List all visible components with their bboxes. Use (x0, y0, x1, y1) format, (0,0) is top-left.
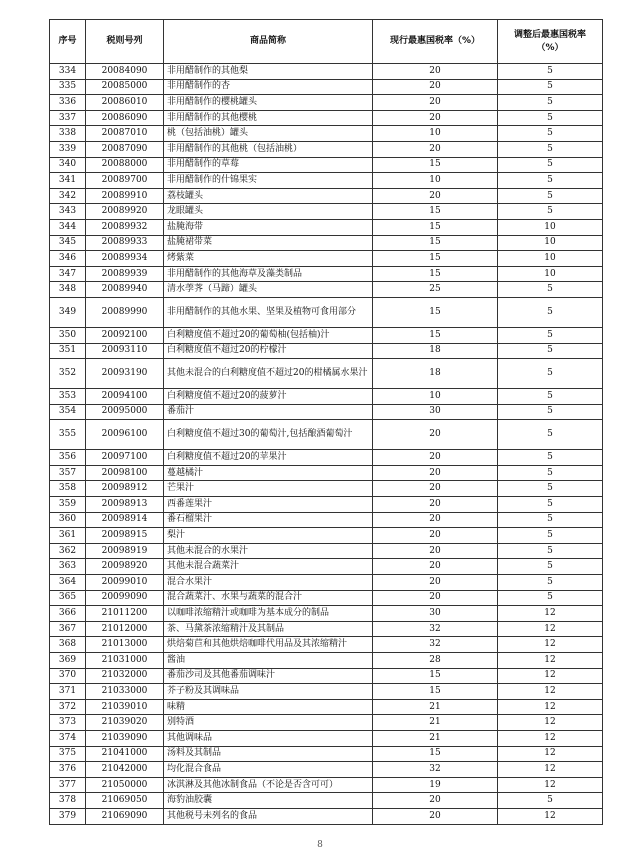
cell-name: 芒果汁 (164, 481, 373, 497)
cell-current-rate: 15 (373, 235, 498, 251)
table-row (50, 173, 603, 189)
cell-seq: 344 (50, 219, 86, 235)
cell-name: 荔枝罐头 (164, 188, 373, 204)
table-row (50, 730, 603, 746)
table-row (50, 762, 603, 778)
cell-name: 非用醋制作的其他樱桃 (164, 110, 373, 126)
table-row (50, 684, 603, 700)
cell-adjusted-rate: 5 (498, 590, 603, 606)
cell-name: 白利糖度值不超过20的苹果汁 (164, 450, 373, 466)
tariff-table (49, 19, 603, 825)
cell-seq: 342 (50, 188, 86, 204)
cell-current-rate: 20 (373, 450, 498, 466)
cell-code: 21069090 (86, 808, 164, 824)
cell-seq: 350 (50, 327, 86, 343)
table-row (50, 653, 603, 669)
cell-code: 20089940 (86, 282, 164, 298)
cell-name: 西番莲果汁 (164, 497, 373, 513)
cell-current-rate: 20 (373, 110, 498, 126)
cell-adjusted-rate: 5 (498, 512, 603, 528)
cell-seq: 353 (50, 389, 86, 405)
cell-adjusted-rate: 5 (498, 793, 603, 809)
cell-current-rate: 19 (373, 777, 498, 793)
cell-adjusted-rate: 10 (498, 251, 603, 267)
table-row (50, 266, 603, 282)
cell-adjusted-rate: 10 (498, 266, 603, 282)
table-row (50, 204, 603, 220)
cell-name: 盐腌海带 (164, 219, 373, 235)
cell-adjusted-rate: 12 (498, 699, 603, 715)
cell-name: 非用醋制作的杏 (164, 79, 373, 95)
cell-name: 梨汁 (164, 528, 373, 544)
cell-adjusted-rate: 5 (498, 157, 603, 173)
cell-name: 其他未混合的白利糖度值不超过20的柑橘属水果汁 (164, 359, 373, 389)
table-row (50, 188, 603, 204)
cell-name: 非用醋制作的其他海草及藻类制品 (164, 266, 373, 282)
cell-code: 21011200 (86, 606, 164, 622)
table-row (50, 79, 603, 95)
cell-current-rate: 15 (373, 327, 498, 343)
cell-current-rate: 15 (373, 684, 498, 700)
cell-seq: 371 (50, 684, 86, 700)
table-row (50, 497, 603, 513)
cell-name: 非用醋制作的其他桃（包括油桃） (164, 141, 373, 157)
cell-seq: 340 (50, 157, 86, 173)
cell-code: 20089932 (86, 219, 164, 235)
cell-current-rate: 15 (373, 251, 498, 267)
cell-code: 21050000 (86, 777, 164, 793)
cell-seq: 372 (50, 699, 86, 715)
cell-seq: 343 (50, 204, 86, 220)
cell-code: 20098913 (86, 497, 164, 513)
cell-code: 20097100 (86, 450, 164, 466)
cell-current-rate: 25 (373, 282, 498, 298)
cell-code: 20098915 (86, 528, 164, 544)
table-row (50, 575, 603, 591)
cell-code: 21069050 (86, 793, 164, 809)
table-row (50, 606, 603, 622)
cell-code: 20086090 (86, 110, 164, 126)
cell-seq: 364 (50, 575, 86, 591)
table-row (50, 481, 603, 497)
cell-current-rate: 20 (373, 95, 498, 111)
cell-adjusted-rate: 5 (498, 389, 603, 405)
table-row (50, 235, 603, 251)
cell-current-rate: 20 (373, 420, 498, 450)
table-row (50, 404, 603, 420)
cell-code: 20098919 (86, 543, 164, 559)
cell-name: 白利糖度值不超过20的柠檬汁 (164, 343, 373, 359)
cell-code: 20089934 (86, 251, 164, 267)
cell-current-rate: 21 (373, 715, 498, 731)
cell-adjusted-rate: 5 (498, 64, 603, 80)
cell-code: 21012000 (86, 621, 164, 637)
table-row (50, 715, 603, 731)
cell-seq: 358 (50, 481, 86, 497)
cell-current-rate: 15 (373, 157, 498, 173)
table-row (50, 528, 603, 544)
table-row (50, 808, 603, 824)
cell-name: 其他税号未列名的食品 (164, 808, 373, 824)
cell-seq: 356 (50, 450, 86, 466)
cell-current-rate: 20 (373, 528, 498, 544)
header-adjusted-rate (498, 20, 603, 64)
cell-current-rate: 10 (373, 173, 498, 189)
cell-current-rate: 21 (373, 730, 498, 746)
header-current-rate: 现行最惠国税率（%） (373, 20, 498, 64)
cell-adjusted-rate: 10 (498, 219, 603, 235)
header-adjusted-line1: 调整后最惠国税率 (513, 29, 586, 40)
cell-name: 桃（包括油桃）罐头 (164, 126, 373, 142)
cell-adjusted-rate: 5 (498, 481, 603, 497)
cell-current-rate: 30 (373, 404, 498, 420)
cell-current-rate: 15 (373, 219, 498, 235)
cell-seq: 339 (50, 141, 86, 157)
cell-seq: 362 (50, 543, 86, 559)
cell-code: 20087010 (86, 126, 164, 142)
table-row (50, 282, 603, 298)
cell-adjusted-rate: 12 (498, 637, 603, 653)
table-header-row (50, 20, 603, 64)
cell-name: 非用醋制作的什锦果实 (164, 173, 373, 189)
cell-seq: 346 (50, 251, 86, 267)
cell-current-rate: 18 (373, 343, 498, 359)
cell-seq: 354 (50, 404, 86, 420)
table-row (50, 251, 603, 267)
cell-adjusted-rate: 5 (498, 126, 603, 142)
cell-adjusted-rate: 5 (498, 497, 603, 513)
cell-seq: 363 (50, 559, 86, 575)
cell-name: 其他未混合蔬菜汁 (164, 559, 373, 575)
cell-adjusted-rate: 10 (498, 235, 603, 251)
table-row (50, 389, 603, 405)
table-row (50, 465, 603, 481)
table-row (50, 621, 603, 637)
cell-current-rate: 20 (373, 79, 498, 95)
cell-name: 其他未混合的水果汁 (164, 543, 373, 559)
cell-code: 20089920 (86, 204, 164, 220)
cell-adjusted-rate: 5 (498, 450, 603, 466)
table-body (50, 64, 603, 825)
cell-seq: 349 (50, 297, 86, 327)
cell-code: 20099010 (86, 575, 164, 591)
cell-code: 20095000 (86, 404, 164, 420)
cell-name: 番茄沙司及其他番茄调味汁 (164, 668, 373, 684)
cell-code: 21039010 (86, 699, 164, 715)
cell-name: 茶、马黛茶浓缩精汁及其制品 (164, 621, 373, 637)
cell-seq: 375 (50, 746, 86, 762)
cell-adjusted-rate: 5 (498, 173, 603, 189)
cell-adjusted-rate: 5 (498, 141, 603, 157)
cell-seq: 359 (50, 497, 86, 513)
cell-seq: 366 (50, 606, 86, 622)
cell-name: 清水荸荠（马蹄）罐头 (164, 282, 373, 298)
cell-current-rate: 10 (373, 389, 498, 405)
cell-code: 20098920 (86, 559, 164, 575)
cell-seq: 379 (50, 808, 86, 824)
cell-seq: 355 (50, 420, 86, 450)
cell-code: 20089990 (86, 297, 164, 327)
cell-code: 20089910 (86, 188, 164, 204)
cell-code: 20098100 (86, 465, 164, 481)
cell-name: 冰淇淋及其他冰制食品（不论是否含可可） (164, 777, 373, 793)
cell-seq: 370 (50, 668, 86, 684)
cell-name: 味精 (164, 699, 373, 715)
cell-current-rate: 20 (373, 497, 498, 513)
header-code: 税则号列 (86, 20, 164, 64)
cell-seq: 348 (50, 282, 86, 298)
cell-code: 21039090 (86, 730, 164, 746)
cell-current-rate: 32 (373, 762, 498, 778)
cell-seq: 377 (50, 777, 86, 793)
cell-name: 盐腌裙带菜 (164, 235, 373, 251)
cell-code: 20099090 (86, 590, 164, 606)
cell-current-rate: 15 (373, 204, 498, 220)
cell-name: 以咖啡浓缩精汁或咖啡为基本成分的制品 (164, 606, 373, 622)
cell-seq: 367 (50, 621, 86, 637)
cell-seq: 336 (50, 95, 86, 111)
cell-seq: 357 (50, 465, 86, 481)
table-row (50, 637, 603, 653)
cell-current-rate: 15 (373, 746, 498, 762)
cell-current-rate: 28 (373, 653, 498, 669)
cell-adjusted-rate: 5 (498, 188, 603, 204)
cell-code: 20093110 (86, 343, 164, 359)
header-name: 商品简称 (164, 20, 373, 64)
cell-current-rate: 21 (373, 699, 498, 715)
cell-name: 非用醋制作的樱桃罐头 (164, 95, 373, 111)
cell-adjusted-rate: 5 (498, 95, 603, 111)
cell-adjusted-rate: 12 (498, 808, 603, 824)
cell-code: 20089700 (86, 173, 164, 189)
cell-adjusted-rate: 5 (498, 420, 603, 450)
cell-adjusted-rate: 12 (498, 730, 603, 746)
cell-adjusted-rate: 5 (498, 204, 603, 220)
table-row (50, 699, 603, 715)
cell-seq: 365 (50, 590, 86, 606)
cell-name: 白利糖度值不超过30的葡萄汁,包括酿酒葡萄汁 (164, 420, 373, 450)
cell-current-rate: 15 (373, 266, 498, 282)
cell-seq: 351 (50, 343, 86, 359)
cell-current-rate: 20 (373, 559, 498, 575)
cell-name: 烤紫菜 (164, 251, 373, 267)
cell-code: 20088000 (86, 157, 164, 173)
cell-name: 烘焙菊苣和其他烘焙咖啡代用品及其浓缩精汁 (164, 637, 373, 653)
cell-name: 非用醋制作的草莓 (164, 157, 373, 173)
table-row (50, 450, 603, 466)
cell-code: 21032000 (86, 668, 164, 684)
tariff-table-container (49, 19, 602, 825)
table-row (50, 141, 603, 157)
table-row (50, 559, 603, 575)
table-row (50, 219, 603, 235)
header-seq: 序号 (50, 20, 86, 64)
cell-current-rate: 32 (373, 637, 498, 653)
cell-adjusted-rate: 12 (498, 668, 603, 684)
cell-seq: 376 (50, 762, 86, 778)
cell-adjusted-rate: 5 (498, 297, 603, 327)
cell-current-rate: 20 (373, 543, 498, 559)
cell-code: 21013000 (86, 637, 164, 653)
cell-code: 20084090 (86, 64, 164, 80)
cell-current-rate: 32 (373, 621, 498, 637)
table-row (50, 95, 603, 111)
table-row (50, 512, 603, 528)
cell-adjusted-rate: 5 (498, 404, 603, 420)
cell-current-rate: 20 (373, 590, 498, 606)
cell-name: 白利糖度值不超过20的葡萄柚(包括柚)汁 (164, 327, 373, 343)
cell-name: 均化混合食品 (164, 762, 373, 778)
cell-seq: 345 (50, 235, 86, 251)
table-row (50, 590, 603, 606)
cell-current-rate: 30 (373, 606, 498, 622)
table-row (50, 777, 603, 793)
cell-adjusted-rate: 5 (498, 79, 603, 95)
cell-name: 蔓越橘汁 (164, 465, 373, 481)
cell-name: 龙眼罐头 (164, 204, 373, 220)
cell-seq: 352 (50, 359, 86, 389)
cell-current-rate: 20 (373, 512, 498, 528)
cell-adjusted-rate: 12 (498, 715, 603, 731)
cell-adjusted-rate: 12 (498, 762, 603, 778)
cell-name: 白利糖度值不超过20的菠萝汁 (164, 389, 373, 405)
cell-name: 非用醋制作的其他水果、坚果及植物可食用部分 (164, 297, 373, 327)
table-row (50, 297, 603, 327)
cell-adjusted-rate: 12 (498, 621, 603, 637)
cell-adjusted-rate: 12 (498, 653, 603, 669)
cell-code: 20094100 (86, 389, 164, 405)
cell-code: 21039020 (86, 715, 164, 731)
cell-adjusted-rate: 12 (498, 777, 603, 793)
cell-current-rate: 20 (373, 141, 498, 157)
cell-seq: 360 (50, 512, 86, 528)
cell-adjusted-rate: 12 (498, 684, 603, 700)
cell-name: 混合水果汁 (164, 575, 373, 591)
cell-adjusted-rate: 5 (498, 575, 603, 591)
cell-code: 20098914 (86, 512, 164, 528)
cell-current-rate: 20 (373, 808, 498, 824)
cell-code: 20089933 (86, 235, 164, 251)
table-row (50, 668, 603, 684)
cell-code: 21031000 (86, 653, 164, 669)
cell-name: 酱油 (164, 653, 373, 669)
cell-adjusted-rate: 5 (498, 528, 603, 544)
cell-code: 20086010 (86, 95, 164, 111)
header-adjusted-line2: （%） (536, 42, 564, 53)
table-row (50, 746, 603, 762)
table-row (50, 126, 603, 142)
cell-seq: 374 (50, 730, 86, 746)
cell-adjusted-rate: 5 (498, 282, 603, 298)
cell-code: 20087090 (86, 141, 164, 157)
cell-seq: 369 (50, 653, 86, 669)
cell-adjusted-rate: 5 (498, 465, 603, 481)
cell-seq: 373 (50, 715, 86, 731)
cell-seq: 335 (50, 79, 86, 95)
cell-adjusted-rate: 5 (498, 110, 603, 126)
cell-name: 非用醋制作的其他梨 (164, 64, 373, 80)
cell-code: 20093190 (86, 359, 164, 389)
cell-current-rate: 20 (373, 481, 498, 497)
cell-code: 20085000 (86, 79, 164, 95)
cell-current-rate: 20 (373, 64, 498, 80)
page-number: 8 (317, 840, 323, 850)
cell-adjusted-rate: 5 (498, 343, 603, 359)
cell-name: 别特酒 (164, 715, 373, 731)
cell-seq: 337 (50, 110, 86, 126)
cell-adjusted-rate: 5 (498, 327, 603, 343)
cell-name: 芥子粉及其调味品 (164, 684, 373, 700)
cell-code: 20092100 (86, 327, 164, 343)
cell-current-rate: 20 (373, 575, 498, 591)
cell-current-rate: 20 (373, 793, 498, 809)
cell-name: 海豹油胶囊 (164, 793, 373, 809)
cell-seq: 347 (50, 266, 86, 282)
cell-code: 20089939 (86, 266, 164, 282)
table-row (50, 64, 603, 80)
cell-code: 20098912 (86, 481, 164, 497)
cell-adjusted-rate: 12 (498, 746, 603, 762)
cell-current-rate: 20 (373, 188, 498, 204)
cell-adjusted-rate: 12 (498, 606, 603, 622)
table-row (50, 420, 603, 450)
cell-seq: 368 (50, 637, 86, 653)
table-row (50, 343, 603, 359)
cell-current-rate: 20 (373, 465, 498, 481)
cell-code: 21042000 (86, 762, 164, 778)
cell-seq: 338 (50, 126, 86, 142)
cell-adjusted-rate: 5 (498, 359, 603, 389)
cell-seq: 334 (50, 64, 86, 80)
table-row (50, 793, 603, 809)
cell-adjusted-rate: 5 (498, 543, 603, 559)
cell-code: 21033000 (86, 684, 164, 700)
cell-name: 汤料及其制品 (164, 746, 373, 762)
cell-name: 番石榴果汁 (164, 512, 373, 528)
cell-name: 其他调味品 (164, 730, 373, 746)
cell-seq: 341 (50, 173, 86, 189)
cell-seq: 378 (50, 793, 86, 809)
cell-code: 20096100 (86, 420, 164, 450)
cell-seq: 361 (50, 528, 86, 544)
table-row (50, 543, 603, 559)
cell-adjusted-rate: 5 (498, 559, 603, 575)
cell-code: 21041000 (86, 746, 164, 762)
cell-current-rate: 15 (373, 297, 498, 327)
cell-current-rate: 10 (373, 126, 498, 142)
table-row (50, 359, 603, 389)
cell-name: 混合蔬菜汁、水果与蔬菜的混合汁 (164, 590, 373, 606)
table-row (50, 327, 603, 343)
table-row (50, 110, 603, 126)
cell-current-rate: 18 (373, 359, 498, 389)
table-row (50, 157, 603, 173)
cell-current-rate: 15 (373, 668, 498, 684)
cell-name: 番茄汁 (164, 404, 373, 420)
